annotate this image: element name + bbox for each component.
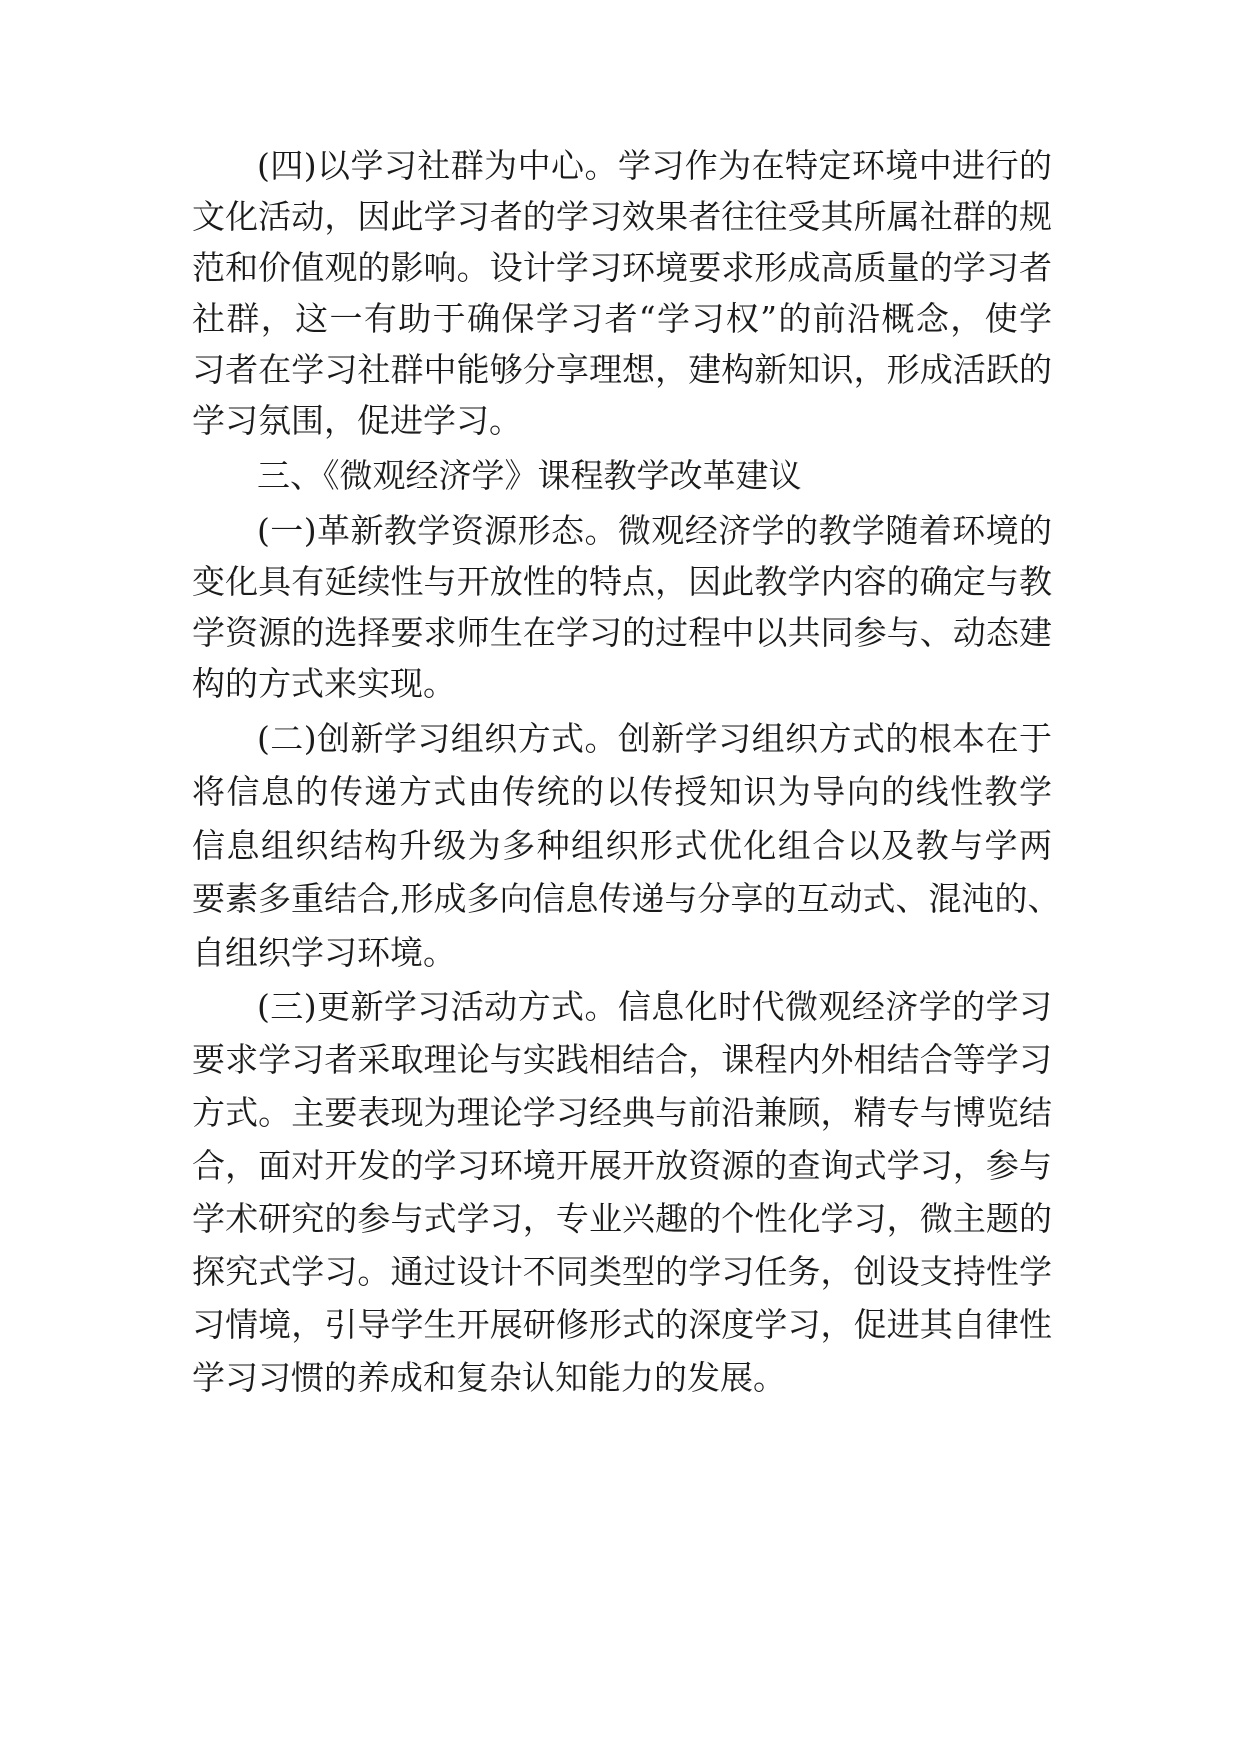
paragraph-4-line: (四)以学习社群为中心。学习作为在特定环境中进行的 bbox=[257, 146, 1052, 185]
paragraph-3-line: 学习习惯的养成和复杂认知能力的发展。 bbox=[192, 1358, 786, 1397]
paragraph-2-line: 要素多重结合,形成多向信息传递与分享的互动式、混沌的、 bbox=[192, 879, 1061, 918]
paragraph-3-line: 学术研究的参与式学习，专业兴趣的个性化学习，微主题的 bbox=[192, 1199, 1052, 1238]
paragraph-2-line: 信息组织结构升级为多种组织形式优化组合以及教与学两 bbox=[192, 826, 1052, 865]
paragraph-3-line: 合，面对开发的学习环境开展开放资源的查询式学习，参与 bbox=[192, 1146, 1052, 1185]
paragraph-4-line: 习者在学习社群中能够分享理想，建构新知识，形成活跃的 bbox=[192, 350, 1052, 389]
paragraph-4-line: 文化活动，因此学习者的学习效果者往往受其所属社群的规 bbox=[192, 197, 1052, 236]
paragraph-4-line: 学习氛围，促进学习。 bbox=[192, 401, 522, 440]
paragraph-3-line: 方式。主要表现为理论学习经典与前沿兼顾，精专与博览结 bbox=[192, 1093, 1052, 1132]
section-heading: 三、《微观经济学》课程教学改革建议 bbox=[257, 456, 802, 495]
paragraph-1-line: (一)革新教学资源形态。微观经济学的教学随着环境的 bbox=[257, 511, 1052, 550]
paragraph-4-line: 社群，这一有助于确保学习者“学习权”的前沿概念，使学 bbox=[192, 299, 1052, 338]
paragraph-3-line: 习情境，引导学生开展研修形式的深度学习，促进其自律性 bbox=[192, 1305, 1052, 1344]
paragraph-1-line: 构的方式来实现。 bbox=[192, 664, 456, 703]
paragraph-1-line: 学资源的选择要求师生在学习的过程中以共同参与、动态建 bbox=[192, 613, 1052, 652]
paragraph-1-line: 变化具有延续性与开放性的特点，因此教学内容的确定与教 bbox=[192, 562, 1052, 601]
paragraph-4-line: 范和价值观的影响。设计学习环境要求形成高质量的学习者 bbox=[192, 248, 1052, 287]
paragraph-2-line: (二)创新学习组织方式。创新学习组织方式的根本在于 bbox=[257, 719, 1052, 758]
paragraph-3-line: 探究式学习。通过设计不同类型的学习任务，创设支持性学 bbox=[192, 1252, 1052, 1291]
paragraph-3-line: 要求学习者采取理论与实践相结合，课程内外相结合等学习 bbox=[192, 1040, 1052, 1079]
paragraph-3-line: (三)更新学习活动方式。信息化时代微观经济学的学习 bbox=[257, 987, 1052, 1026]
paragraph-2-line: 自组织学习环境。 bbox=[192, 933, 456, 972]
paragraph-2-line: 将信息的传递方式由传统的以传授知识为导向的线性教学 bbox=[192, 772, 1052, 811]
